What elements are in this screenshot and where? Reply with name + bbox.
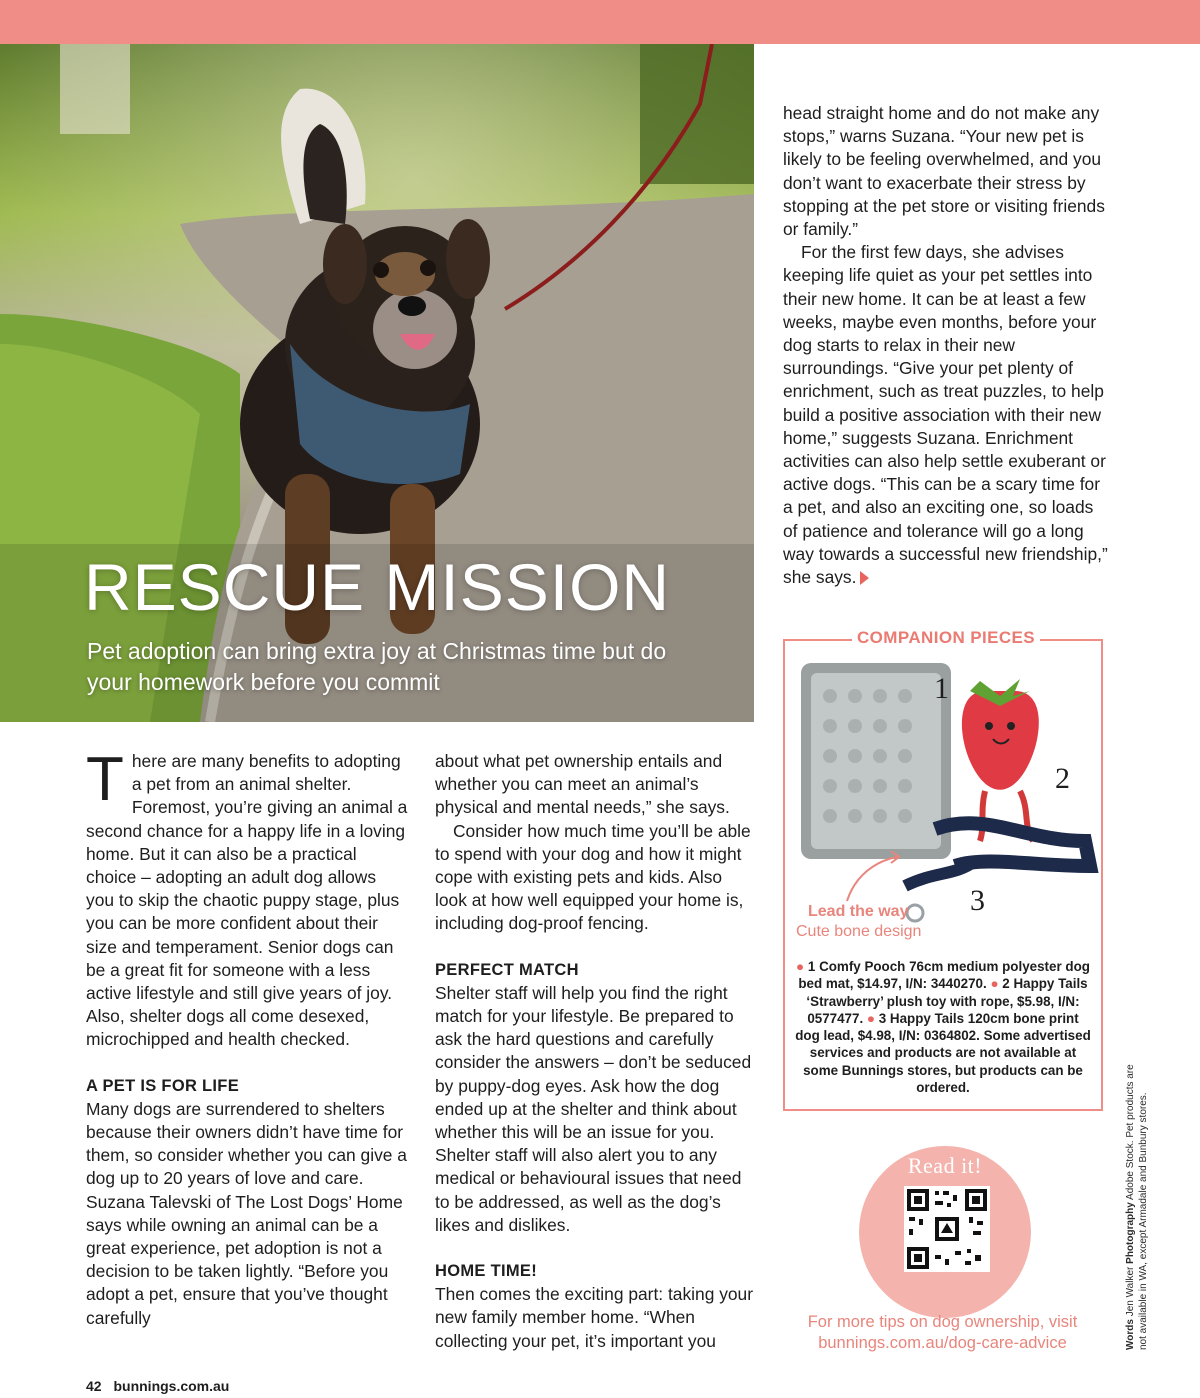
item2-price: with rope, $5.98, I/N: 0577477. — [807, 993, 1080, 1026]
product-number-3: 3 — [970, 884, 985, 917]
item3-price: , $4.98, I/N: 0364802. — [850, 1028, 980, 1044]
credit-note: Pet products are not available in WA, except Armadale and Bunbury stores. — [1125, 1064, 1149, 1350]
drop-cap: T — [86, 745, 124, 814]
paragraph-perfect-match: Shelter staff will help you find the right match for your lifestyle. Be prepared to ask the hard questions and carefully consider the answers – don’t be seduced by puppy-dog eyes. Ask how the dog ended up at the shelter and think about whether this will be an issue for you. Shelter staff will also alert you to any medical or behavioural issues that need to be addressed, as well as the dog’s likes and dislikes. — [435, 982, 752, 1235]
page-footer — [86, 1378, 229, 1394]
photo-credits — [1124, 1060, 1150, 1350]
lead-caption-sub: Cute bone design — [796, 923, 922, 940]
qr-code-icon — [907, 1189, 987, 1269]
paragraph-home-time: Then comes the exciting part: taking your new family member home. “When collecting your pet, it’s important you — [435, 1284, 754, 1351]
article-subtitle: Pet adoption can bring extra joy at Christmas time but do your homework before you commit — [87, 638, 667, 695]
bullet-icon: ● — [990, 976, 999, 992]
lead-caption-title: Lead the way — [808, 903, 909, 920]
read-it-label: Read it! — [907, 1153, 983, 1178]
heading-home-time: HOME TIME! — [435, 1262, 537, 1281]
item3-product: dog lead — [795, 1028, 851, 1044]
paragraph-time: Consider how much time you’ll be able to spend with your dog and how it might cope with existing pets and kids. Also look at how well equipped your home is, including dog-proof fencing. — [435, 820, 751, 934]
paragraph-pet-for-life: Many dogs are surrendered to shelters because their owners didn’t have time for them, so consider whether you can give a dog up to 20 years of love and care. Suzana Talevski of The Lost Dogs’ Home says while owning an animal can be a great experience, pet adoption is not a decision to be taken lightly. “Before you adopt a pet, ensure that you’ve thought carefully — [86, 1098, 407, 1328]
item2-desc: Happy Tails ‘Strawberry’ plush — [806, 976, 1088, 1009]
item2-product: toy — [926, 993, 947, 1009]
paragraph-head-home: head straight home and do not make any stops,” warns Suzana. “Your new pet is likely to be feeling overwhelmed, and you don’t want to exacerbate their stress by stopping at the pet store or visiting friends or family.” — [783, 103, 1105, 240]
companion-pieces-title: COMPANION PIECES — [852, 628, 1040, 648]
credit-words-label: Words — [1125, 1319, 1136, 1350]
disclaimer: Some advertised services and products are not available at some Bunnings stores, but products can be ordered. — [803, 1028, 1091, 1096]
bullet-icon: ● — [866, 1010, 875, 1026]
more-tips-link[interactable]: For more tips on dog ownership, visit bunnings.com.au/dog-care-advice — [807, 1313, 1078, 1352]
credit-photo-name: Adobe Stock. — [1125, 1140, 1136, 1200]
item1-product: dog bed mat — [798, 959, 1090, 992]
item3-num: 3 — [878, 1010, 887, 1026]
intro-text: here are many benefits to adopting a pet from an animal shelter. Foremost, you’re giving an animal a second chance for a happy life in a loving home. But it can also be a practical choice – adopting an adult dog allows you to skip the chaotic puppy stage, plus you can be more confident about their size and temperament. Senior dogs can be a great fit for someone with a less active lifestyle and still give years of joy. Also, shelter dogs all come desexed, microchipped and health checked. — [86, 751, 408, 1050]
item1-desc: Comfy Pooch 76cm medium polyester — [819, 959, 1062, 974]
product-number-2: 2 — [1055, 762, 1070, 795]
item3-desc: Happy Tails 120cm bone print — [889, 1010, 1079, 1026]
article-title: RESCUE MISSION — [84, 550, 671, 624]
qr-code[interactable] — [904, 1186, 990, 1272]
end-of-article-icon — [860, 571, 869, 585]
page-number: 42 — [86, 1378, 102, 1394]
column-left — [86, 745, 408, 1330]
bullet-icon: ● — [796, 959, 805, 974]
hero-photo — [0, 44, 754, 722]
product-number-1: 1 — [934, 672, 949, 705]
heading-pet-for-life: A PET IS FOR LIFE — [86, 1076, 239, 1095]
product-list — [794, 958, 1092, 1096]
paragraph-ownership: about what pet ownership entails and whether you can meet an animal’s physical and mental needs,” she says. — [435, 751, 730, 818]
intro-paragraph — [86, 745, 408, 1052]
heading-perfect-match: PERFECT MATCH — [435, 960, 579, 979]
credit-photo-label: Photography — [1125, 1202, 1136, 1264]
column-middle — [435, 750, 757, 1353]
top-color-band — [0, 0, 1200, 44]
credit-words-name: Jen Walker — [1125, 1266, 1136, 1317]
item2-num: 2 — [1002, 976, 1010, 992]
first-days-text: For the first few days, she advises keeping life quiet as your pet settles into their new home. It can be at least a few weeks, maybe even months, before your dog starts to relax in their new surroundings. “Give your pet plenty of enrichment, such as treat puzzles, to help build a positive association with their new home,” suggests Suzana. Enrichment activities can also help settle exuberant or active dogs. “This can be a scary time for a pet, and also an exciting one, so loads of patience and tolerance will go a long way towards a successful new friendship,” she says. — [783, 242, 1108, 588]
item1-price: , $14.97, I/N: 3440270. — [849, 976, 987, 992]
item1-num: 1 — [807, 959, 816, 974]
footer-site[interactable]: bunnings.com.au — [113, 1378, 230, 1394]
column-right — [783, 102, 1110, 589]
paragraph-first-days — [783, 241, 1110, 589]
